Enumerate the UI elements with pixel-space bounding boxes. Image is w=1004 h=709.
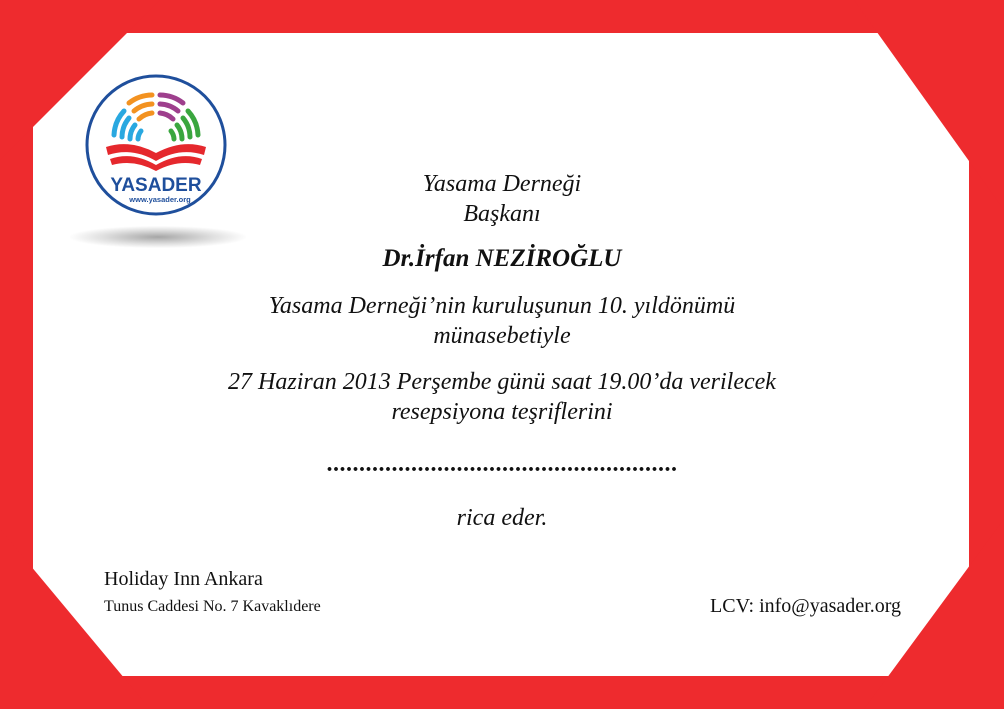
logo-wordmark: YASADER	[110, 175, 202, 196]
closing-text: rica eder.	[456, 505, 548, 531]
host-title: Başkanı	[463, 201, 541, 227]
rsvp-contact: LCV: info@yasader.org	[710, 595, 901, 617]
venue-name: Holiday Inn Ankara	[104, 568, 263, 590]
event-line-2: resepsiyona teşriflerini	[391, 399, 613, 425]
logo-url: www.yasader.org	[129, 195, 191, 204]
host-organization: Yasama Derneği	[422, 171, 582, 197]
venue-address: Tunus Caddesi No. 7 Kavaklıdere	[104, 598, 321, 615]
guest-name-blank: ......................................................	[326, 451, 678, 477]
event-date-line: 27 Haziran 2013 Perşembe günü saat 19.00’da verilecek	[228, 369, 776, 395]
host-name: Dr.İrfan NEZİROĞLU	[382, 245, 622, 272]
occasion-line-2: münasebetiyle	[433, 323, 571, 349]
occasion-line: Yasama Derneği’nin kuruluşunun 10. yıldönümü	[268, 293, 736, 319]
